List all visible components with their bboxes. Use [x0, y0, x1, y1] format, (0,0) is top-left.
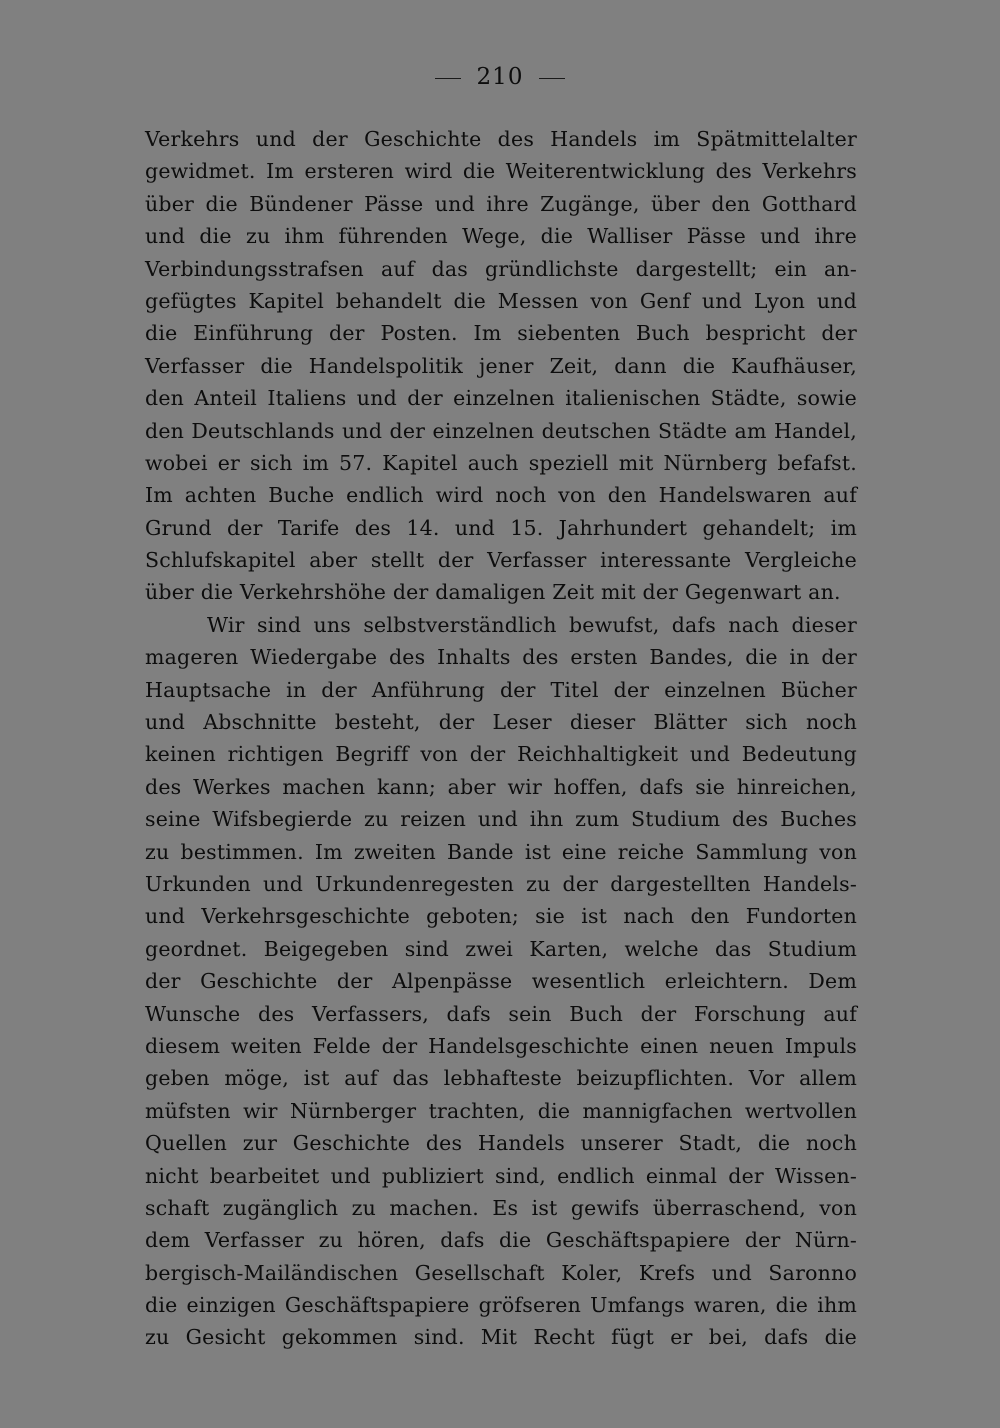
text-line: über die Bündener Pässe und ihre Zugänge, über den Gotthard [145, 191, 857, 216]
text-line: über die Verkehrshöhe der damaligen Zeit mit der Gegenwart an. [145, 580, 841, 605]
text-line: den Anteil Italiens und der einzelnen italienischen Städte, sowie [145, 386, 857, 411]
text-line: und Verkehrsgeschichte geboten; sie ist nach den Fundorten [145, 904, 857, 929]
text-line: Im achten Buche endlich wird noch von den Handelswaren auf [145, 483, 857, 508]
text-line: der Geschichte der Alpenpässe wesentlich erleichtern. Dem [145, 969, 857, 994]
text-line: bergisch-Mailändischen Gesellschaft Koler, Krefs und Saronno [145, 1260, 857, 1285]
text-line: Verbindungsstrafsen auf das gründlichste dargestellt; ein an- [145, 256, 857, 281]
text-line: keinen richtigen Begriff von der Reichhaltigkeit und Bedeutung [145, 742, 857, 767]
text-line: geordnet. Beigegeben sind zwei Karten, welche das Studium [145, 936, 857, 961]
body-text [145, 123, 857, 1354]
text-line: zu Gesicht gekommen sind. Mit Recht fügt er bei, dafs die [145, 1325, 857, 1350]
text-line: dem Verfasser zu hören, dafs die Geschäftspapiere der Nürn- [145, 1228, 857, 1253]
right-dash [539, 78, 565, 79]
text-line: schaft zugänglich zu machen. Es ist gewifs überraschend, von [145, 1195, 857, 1220]
text-line: gewidmet. Im ersteren wird die Weiterentwicklung des Verkehrs [145, 159, 857, 184]
text-line: Wunsche des Verfassers, dafs sein Buch der Forschung auf [145, 1001, 857, 1026]
text-line: Quellen zur Geschichte des Handels unserer Stadt, die noch [145, 1131, 857, 1156]
text-line: des Werkes machen kann; aber wir hoffen, dafs sie hinreichen, [145, 774, 857, 799]
text-line: und die zu ihm führenden Wege, die Walliser Pässe und ihre [145, 224, 857, 249]
text-line: und Abschnitte besteht, der Leser dieser Blätter sich noch [145, 710, 857, 735]
text-line: Hauptsache in der Anführung der Titel der einzelnen Bücher [145, 677, 857, 702]
text-line: Wir sind uns selbstverständlich bewufst, dafs nach dieser [207, 612, 857, 637]
text-line: den Deutschlands und der einzelnen deutschen Städte am Handel, [145, 418, 857, 443]
text-line: seine Wifsbegierde zu reizen und ihn zum Studium des Buches [145, 807, 857, 832]
text-line: wobei er sich im 57. Kapitel auch speziell mit Nürnberg befafst. [145, 450, 857, 475]
page-number-header [0, 64, 1000, 90]
text-line: müfsten wir Nürnberger trachten, die mannigfachen wertvollen [145, 1098, 857, 1123]
text-line: Urkunden und Urkundenregesten zu der dargestellten Handels- [145, 871, 857, 896]
text-line: die einzigen Geschäftspapiere gröfseren Umfangs waren, die ihm [145, 1293, 857, 1318]
text-line: nicht bearbeitet und publiziert sind, endlich einmal der Wissen- [145, 1163, 857, 1188]
text-line: diesem weiten Felde der Handelsgeschichte einen neuen Impuls [145, 1033, 857, 1058]
text-line: Verfasser die Handelspolitik jener Zeit, dann die Kaufhäuser, [145, 353, 857, 378]
page-number: 210 [476, 64, 524, 90]
text-line: Grund der Tarife des 14. und 15. Jahrhundert gehandelt; im [145, 515, 857, 540]
left-dash [435, 78, 461, 79]
text-line: zu bestimmen. Im zweiten Bande ist eine reiche Sammlung von [145, 839, 857, 864]
text-line: Verkehrs und der Geschichte des Handels im Spätmittelalter [145, 127, 857, 151]
text-line: gefügtes Kapitel behandelt die Messen von Genf und Lyon und [145, 288, 857, 313]
text-line: geben möge, ist auf das lebhafteste beizupflichten. Vor allem [145, 1066, 857, 1091]
text-line: mageren Wiedergabe des Inhalts des ersten Bandes, die in der [145, 645, 857, 670]
text-line: die Einführung der Posten. Im siebenten Buch bespricht der [145, 321, 857, 346]
text-line: Schlufskapitel aber stellt der Verfasser interessante Vergleiche [145, 548, 857, 573]
